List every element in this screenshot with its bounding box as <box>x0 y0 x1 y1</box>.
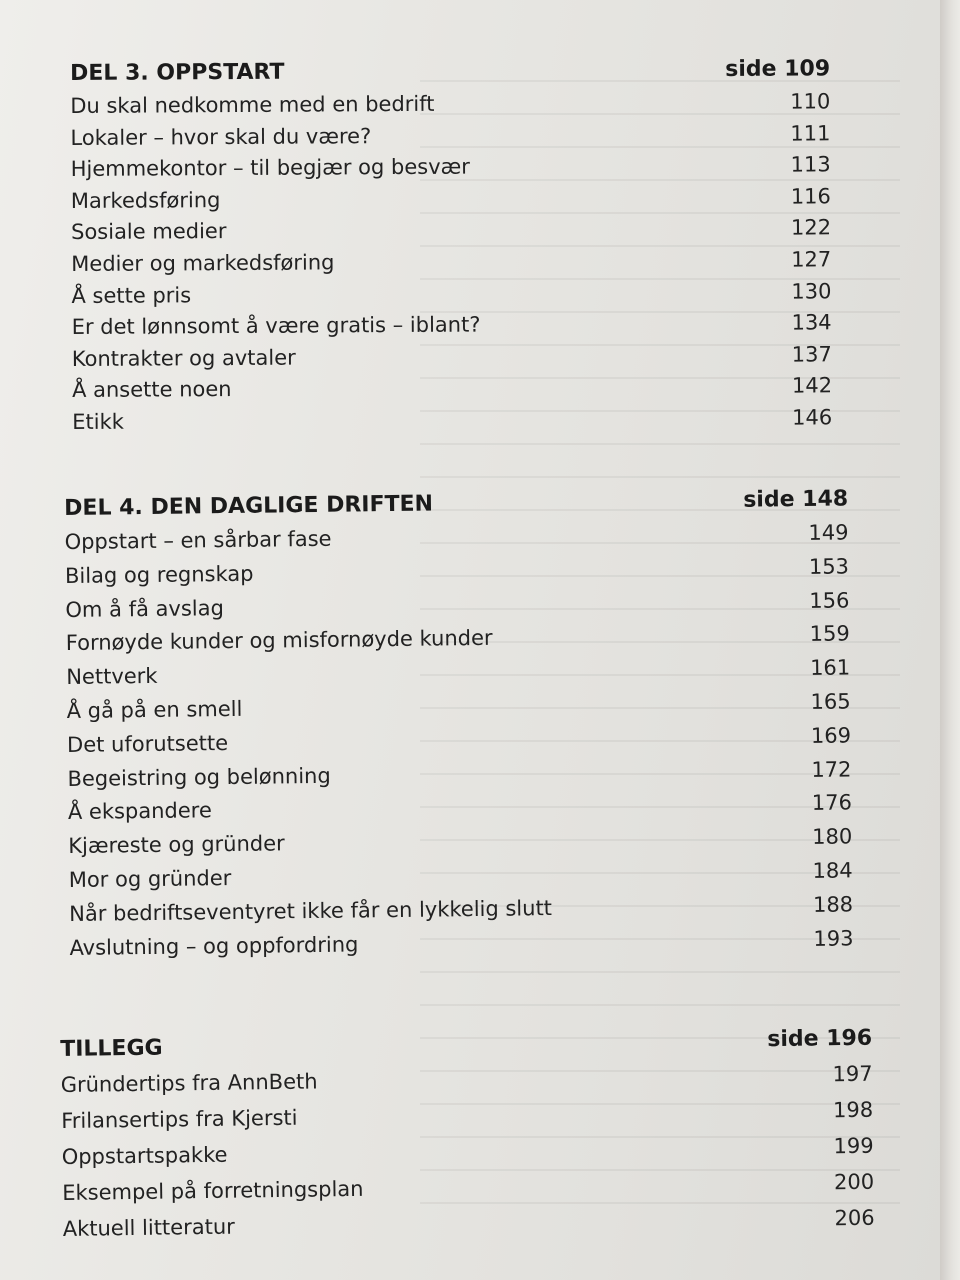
entry-title: Oppstartspakke <box>61 1142 228 1169</box>
section-title: DEL 4. DEN DAGLIGE DRIFTEN <box>64 491 434 521</box>
toc-entry <box>72 339 832 375</box>
toc-entry <box>71 150 831 186</box>
entry-title: Å gå på en smell <box>66 696 243 723</box>
entry-page-number: 116 <box>790 184 831 209</box>
entry-title: Aktuell litteratur <box>62 1214 235 1241</box>
entry-page-number: 110 <box>790 89 831 114</box>
entry-page-number: 180 <box>812 824 853 850</box>
entry-title: Avslutning – og oppfordring <box>69 932 359 960</box>
entry-list <box>64 516 853 965</box>
entry-page-number: 122 <box>790 215 832 240</box>
entry-page-number: 113 <box>790 152 831 177</box>
entry-page-number: 127 <box>791 247 832 272</box>
entry-page-number: 149 <box>808 520 849 545</box>
toc-entry <box>70 118 830 154</box>
toc-entry <box>71 276 831 312</box>
toc-entry <box>71 213 831 249</box>
entry-page-number: 199 <box>833 1133 874 1159</box>
page-edge <box>940 0 960 1280</box>
toc-entry <box>70 86 830 122</box>
entry-page-number: 159 <box>809 621 850 647</box>
entry-title: Oppstart – en sårbar fase <box>64 526 332 554</box>
entry-title: Å ansette noen <box>71 377 232 403</box>
entry-page-number: 188 <box>812 892 854 917</box>
toc-section-tillegg <box>60 1022 875 1247</box>
entry-title: Mor og gründer <box>68 865 232 892</box>
section-page-ref: side 196 <box>767 1025 873 1053</box>
entry-title: Kjæreste og gründer <box>68 831 285 859</box>
entry-title: Etikk <box>72 409 124 434</box>
entry-page-number: 172 <box>811 756 852 782</box>
entry-title: Bilag og regnskap <box>64 561 254 588</box>
entry-title: Sosiale medier <box>70 219 227 245</box>
entry-page-number: 153 <box>808 554 850 579</box>
section-title: DEL 3. OPPSTART <box>70 59 285 86</box>
entry-page-number: 193 <box>813 925 854 951</box>
entry-title: Nettverk <box>66 664 158 690</box>
entry-page-number: 184 <box>812 858 853 883</box>
entry-title: Du skal nedkomme med en bedrift <box>70 91 435 118</box>
entry-page-number: 169 <box>810 723 852 748</box>
toc-section-del-4 <box>64 482 854 965</box>
entry-page-number: 206 <box>834 1205 875 1231</box>
entry-page-number: 130 <box>791 278 832 304</box>
toc-section-del-3 <box>70 52 832 438</box>
entry-title: Å ekspandere <box>67 798 212 825</box>
entry-page-number: 161 <box>809 655 851 681</box>
entry-page-number: 165 <box>810 689 851 714</box>
toc-entry <box>71 181 831 217</box>
entry-title: Å sette pris <box>71 282 192 308</box>
entry-page-number: 146 <box>792 405 833 430</box>
entry-title: Gründertips fra AnnBeth <box>60 1069 318 1097</box>
entry-page-number: 197 <box>832 1061 873 1087</box>
entry-title: Lokaler – hvor skal du være? <box>70 123 372 150</box>
entry-title: Hjemmekontor – til begjær og besvær <box>70 154 470 182</box>
entry-title: Medier og markedsføring <box>71 250 335 276</box>
entry-page-number: 137 <box>791 342 832 367</box>
section-title: TILLEGG <box>60 1035 163 1062</box>
entry-title: Er det lønnsomt å være gratis – iblant? <box>71 312 481 340</box>
entry-page-number: 156 <box>809 588 850 613</box>
toc-entry <box>71 244 831 280</box>
entry-title: Fornøyde kunder og misfornøyde kunder <box>65 626 493 656</box>
entry-page-number: 198 <box>832 1097 874 1123</box>
section-page-ref: side 148 <box>743 486 849 513</box>
entry-title: Frilansertips fra Kjersti <box>61 1105 298 1133</box>
entry-page-number: 142 <box>791 373 833 398</box>
entry-title: Om å få avslag <box>65 595 224 622</box>
entry-title: Markedsføring <box>70 187 221 213</box>
entry-page-number: 134 <box>791 310 832 335</box>
entry-list <box>70 86 832 438</box>
toc-entry <box>72 308 832 344</box>
entry-title: Når bedriftseventyret ikke får en lykkelig slutt <box>69 895 553 926</box>
section-heading <box>70 52 830 91</box>
entry-title: Eksempel på forretningsplan <box>62 1176 364 1205</box>
toc-entry <box>72 402 832 438</box>
toc-entry <box>72 371 832 407</box>
entry-page-number: 111 <box>790 120 831 146</box>
entry-title: Kontrakter og avtaler <box>71 345 296 371</box>
entry-page-number: 200 <box>833 1169 875 1195</box>
entry-title: Det uforutsette <box>66 730 229 757</box>
section-page-ref: side 109 <box>725 56 831 82</box>
entry-page-number: 176 <box>811 790 853 816</box>
entry-title: Begeistring og belønning <box>67 763 331 791</box>
entry-list <box>60 1056 874 1247</box>
